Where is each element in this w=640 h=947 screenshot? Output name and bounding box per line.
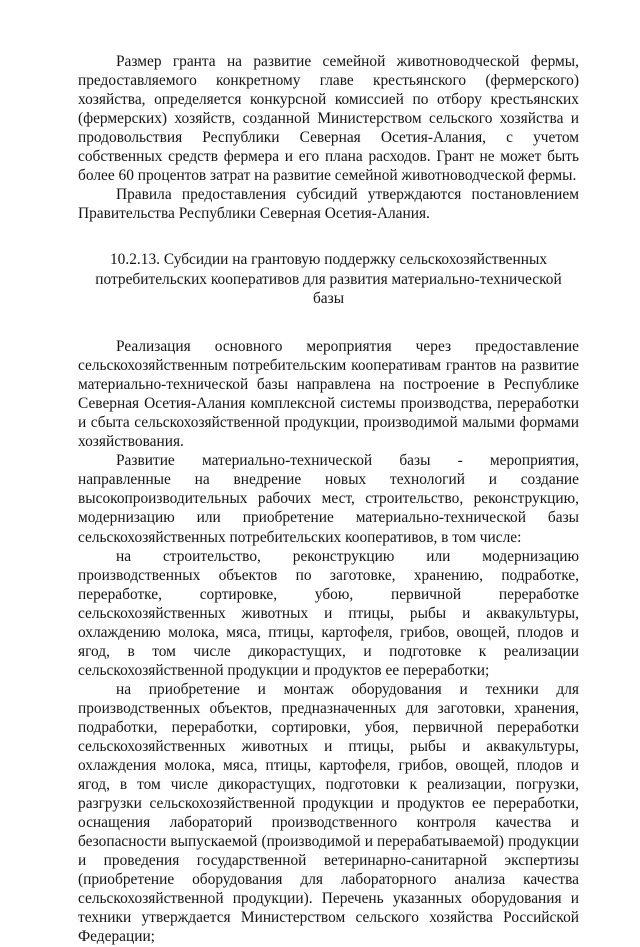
paragraph-equipment-item: на приобретение и монтаж оборудования и техники для производственных объектов, предназначенных для заготовки, хранения, подработки, переработки, сортировки, убоя, первичной переработки сельскохозяйственных животных и птицы, рыбы и аквакультуры, охлаждения молока, мяса, птицы, картофеля, грибов, овощей, плодов и ягод, в том числе дикорастущих, подготовки к реализации, погрузки, разгрузки сельскохозяйственной продукции и продуктов ее переработки, оснащения лабораторий производственного контроля качества и безопасности выпускаемой (производимой и перерабатываемой) продукции и проведения государственной ветеринарно-санитарной экспертизы (приобретение оборудования для лабораторного анализа качества сельскохозяйственной продукции). Перечень указанных оборудования и техники утверждается Министерством сельского хозяйства Российской Федерации; xyxy=(78,680,579,946)
spacer xyxy=(78,223,579,250)
paragraph-subsidy-rules: Правила предоставления субсидий утверждаются постановлением Правительства Республики Северная Осетия-Алания. xyxy=(78,186,579,223)
spacer xyxy=(78,308,579,337)
paragraph-definition: Развитие материально-технической базы - мероприятия, направленные на внедрение новых технологий и создание высокопроизводительных рабочих мест, строительство, реконструкцию, модернизацию или приобретение материально-технической базы сельскохозяйственных потребительских кооперативов, в том числе: xyxy=(78,452,579,546)
document-page xyxy=(78,52,579,947)
paragraph-grant-size: Размер гранта на развитие семейной животноводческой фермы, предоставляемого конкретному главе крестьянского (фермерского) хозяйства, определяется конкурсной комиссией по отбору крестьянских (фермерских) хозяйств, созданной Министерством сельского хозяйства и продовольствия Республики Северная Осетия-Алания, с учетом собственных средств фермера и его плана расходов. Грант не может быть более 60 процентов затрат на развитие семейной животноводческой фермы. xyxy=(78,53,579,185)
paragraph-implementation: Реализация основного мероприятия через предоставление сельскохозяйственным потребительским кооперативам грантов на развитие материально-технической базы направлена на построение в Республике Северная Осетия-Алания комплексной системы производства, переработки и сбыта сельскохозяйственной продукции, производимой малыми формами хозяйствования. xyxy=(78,338,579,451)
section-heading: 10.2.13. Субсидии на грантовую поддержку сельскохозяйственных потребительских кооперативов для развития материально-технической базы xyxy=(95,251,562,307)
paragraph-construction-item: на строительство, реконструкцию или модернизацию производственных объектов по заготовке, хранению, подработке, переработке, сортировке, убою, первичной переработке сельскохозяйственных животных и птицы, рыбы и аквакультуры, охлаждению молока, мяса, птицы, картофеля, грибов, овощей, плодов и ягод, в том числе дикорастущих, и подготовке к реализации сельскохозяйственной продукции и продуктов ее переработки; xyxy=(78,547,579,679)
